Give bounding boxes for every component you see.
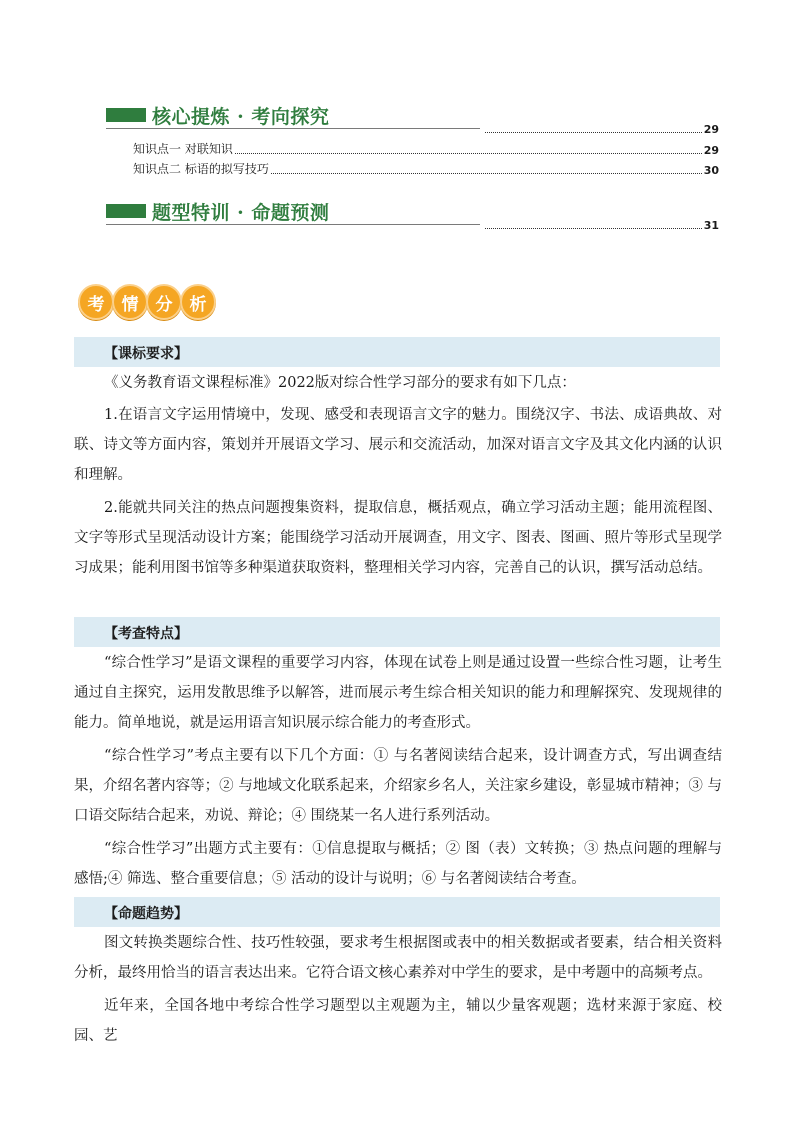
toc-page-number: 29: [703, 144, 719, 157]
toc-underline: [106, 128, 480, 129]
toc-item[interactable]: [133, 161, 719, 177]
section-heading-band: [74, 617, 720, 647]
toc-item-label: 知识点二 标语的拟写技巧: [133, 162, 269, 176]
toc-leader-dots: [235, 153, 702, 154]
toc-item-label: 知识点一 对联知识: [133, 142, 233, 156]
paragraph: 2.能就共同关注的热点问题搜集资料，提取信息，概括观点，确立学习活动主题；能用流程图、文字等形式呈现活动设计方案；能围绕学习活动开展调查，用文字、图表、图画、照片等形式呈现学习成果；能利用图书馆等多种渠道获取资料，整理相关学习内容，完善自己的认识，撰写活动总结。: [74, 500, 722, 576]
toc-leader-dots: [485, 228, 702, 229]
section-heading: 【考查特点】: [104, 626, 188, 642]
badge-char: 分: [146, 284, 182, 320]
analysis-badge: [78, 284, 214, 320]
section-body: [74, 648, 722, 894]
badge-char: 考: [78, 284, 114, 320]
toc-page-number: 29: [703, 123, 719, 136]
paragraph: 《义务教育语文课程标准》2022版对综合性学习部分的要求有如下几点：: [104, 375, 576, 391]
toc-section-entry[interactable]: [485, 120, 719, 136]
toc-page-number: 30: [703, 164, 719, 177]
toc-underline: [106, 224, 480, 225]
toc-section-entry[interactable]: [485, 216, 719, 232]
toc-leader-dots: [485, 132, 702, 133]
section-heading-band: [74, 897, 720, 927]
section-heading: 【课标要求】: [104, 346, 188, 362]
toc-section-title: 核心提炼 · 考向探究: [152, 106, 330, 128]
badge-char: 析: [180, 284, 216, 320]
section-heading-band: [74, 337, 720, 367]
toc-section-title: 题型特训 · 命题预测: [152, 202, 330, 224]
paragraph: “综合性学习”出题方式主要有：①信息提取与概括；② 图（表）文转换；③ 热点问题的理解与感悟;④ 筛选、整合重要信息；⑤ 活动的设计与说明；⑥ 与名著阅读结合考查。: [74, 841, 722, 887]
section-heading: 【命题趋势】: [104, 906, 188, 922]
paragraph: 近年来，全国各地中考综合性学习题型以主观题为主，辅以少量客观题；选材来源于家庭、校园、艺: [74, 998, 722, 1044]
section-bar-decoration: [106, 108, 146, 122]
paragraph: 图文转换类题综合性、技巧性较强，要求考生根据图或表中的相关数据或者要素，结合相关资料分析，最终用恰当的语言表达出来。它符合语文核心素养对中学生的要求，是中考题中的高频考点。: [74, 935, 722, 981]
paragraph: “综合性学习”是语文课程的重要学习内容，体现在试卷上则是通过设置一些综合性习题，让考生通过自主探究，运用发散思维予以解答，进而展示考生综合相关知识的能力和理解探究、发现规律的能力。简单地说，就是运用语言知识展示综合能力的考查形式。: [74, 655, 722, 731]
toc-leader-dots: [271, 173, 702, 174]
section-bar-decoration: [106, 204, 146, 218]
paragraph: “综合性学习”考点主要有以下几个方面：① 与名著阅读结合起来，设计调查方式，写出调查结果，介绍名著内容等；② 与地域文化联系起来，介绍家乡名人，关注家乡建设，彰显城市精神；③ 与口语交际结合起来，劝说、辩论；④ 围绕某一名人进行系列活动。: [74, 748, 722, 824]
section-body: [74, 368, 722, 583]
toc-page-number: 31: [703, 219, 719, 232]
paragraph: 1.在语言文字运用情境中，发现、感受和表现语言文字的魅力。围绕汉字、书法、成语典故、对联、诗文等方面内容，策划并开展语文学习、展示和交流活动，加深对语言文字及其文化内涵的认识和理解。: [74, 407, 722, 483]
section-body: [74, 928, 722, 1051]
badge-char: 情: [112, 284, 148, 320]
toc-item[interactable]: [133, 141, 719, 157]
